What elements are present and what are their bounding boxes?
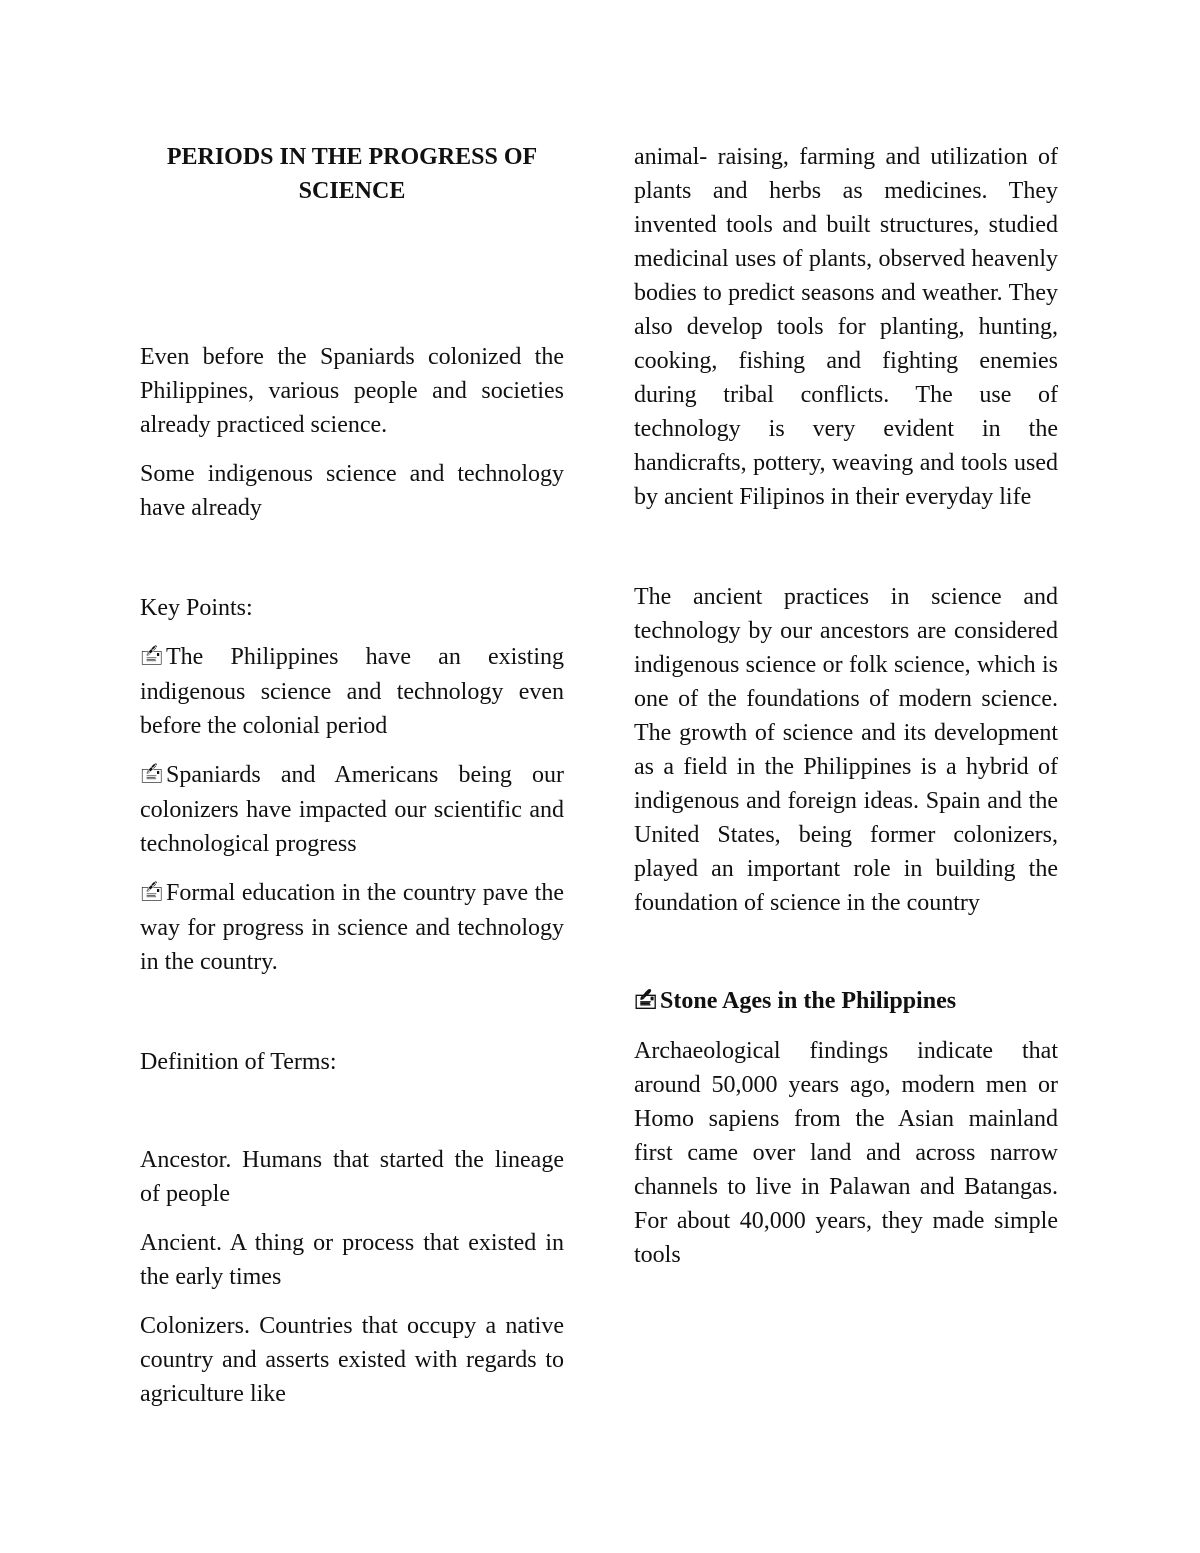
- definitions-label: Definition of Terms:: [140, 1049, 337, 1075]
- writing-hand-icon: 🖆: [140, 883, 164, 905]
- section-heading-text: Stone Ages in the Philippines: [660, 988, 957, 1014]
- key-point-item: [140, 758, 564, 861]
- writing-hand-icon: 🖆: [140, 765, 164, 787]
- definition-item: Ancient. A thing or process that existed in the early times: [140, 1230, 564, 1290]
- right-column: [634, 140, 1058, 1272]
- definition-item: Colonizers. Countries that occupy a native country and asserts existed with regards to agriculture like: [140, 1313, 564, 1407]
- body-paragraph: animal- raising, farming and utilization of plants and herbs as medicines. They invented tools and built structures, studied medicinal uses of plants, observed heavenly bodies to predict seasons and weather. They also develop tools for planting, hunting, cooking, fishing and fighting enemies during tribal conflicts. The use of technology is very evident in the handicrafts, pottery, weaving and tools used by ancient Filipinos in their everyday life: [634, 144, 1058, 510]
- section-heading: [634, 984, 1058, 1019]
- key-points-label: Key Points:: [140, 595, 253, 621]
- writing-hand-icon: 🖆: [140, 647, 164, 669]
- page-title: PERIODS IN THE PROGRESS OF SCIENCE: [166, 144, 538, 204]
- writing-hand-icon: 🖆: [634, 991, 658, 1013]
- left-column: [140, 140, 564, 1411]
- key-point-item: [140, 876, 564, 979]
- key-point-text: Spaniards and Americans being our colonizers have impacted our scientific and technological progress: [140, 762, 564, 857]
- intro-paragraph: Even before the Spaniards colonized the Philippines, various people and societies already practiced science.: [140, 344, 564, 438]
- body-paragraph: Archaeological findings indicate that around 50,000 years ago, modern men or Homo sapiens from the Asian mainland first came over land and across narrow channels to live in Palawan and Batangas. For about 40,000 years, they made simple tools: [634, 1038, 1058, 1268]
- body-paragraph: The ancient practices in science and technology by our ancestors are considered indigenous science or folk science, which is one of the foundations of modern science. The growth of science and its development as a field in the Philippines is a hybrid of indigenous and foreign ideas. Spain and the United States, being former colonizers, played an important role in building the foundation of science in the country: [634, 584, 1058, 916]
- key-point-text: The Philippines have an existing indigenous science and technology even before the colonial period: [140, 644, 564, 739]
- key-point-text: Formal education in the country pave the way for progress in science and technology in the country.: [140, 880, 564, 975]
- intro-paragraph-2: Some indigenous science and technology have already: [140, 461, 564, 521]
- definition-item: Ancestor. Humans that started the lineage of people: [140, 1147, 564, 1207]
- key-point-item: [140, 640, 564, 743]
